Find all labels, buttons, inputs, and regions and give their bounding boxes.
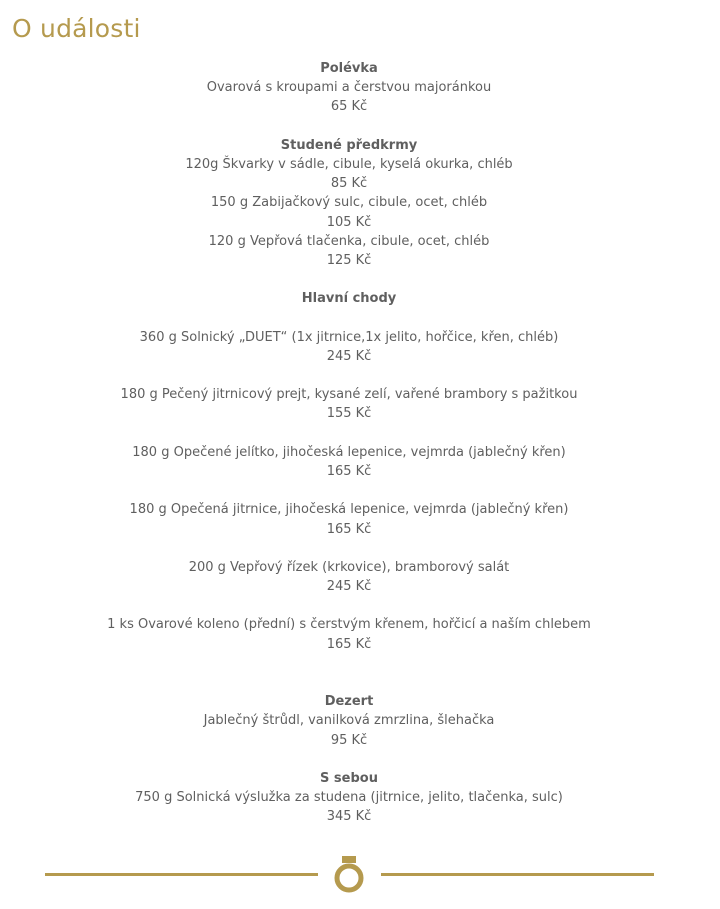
menu-item-price: 155 Kč [326, 406, 372, 422]
menu-item-price: 95 Kč [330, 732, 368, 748]
divider-line-right [381, 873, 654, 876]
event-menu [0, 59, 698, 827]
menu-item-price: 345 Kč [326, 809, 372, 825]
menu-item-price: 165 Kč [326, 463, 372, 479]
menu-item-name: 180 g Opečené jelítko, jihočeská lepenice, vejmrda (jablečný křen) [132, 444, 566, 460]
cold-starters-heading: Studené předkrmy [280, 137, 418, 153]
menu-item-price: 85 Kč [330, 176, 368, 192]
menu-item-name: 120g Škvarky v sádle, cibule, kyselá okurka, chléb [185, 156, 513, 172]
menu-item-price: 65 Kč [330, 99, 368, 115]
menu-item-price: 245 Kč [326, 348, 372, 364]
menu-item-name: 360 g Solnický „DUET“ (1x jitrnice,1x jelito, hořčice, křen, chléb) [139, 329, 559, 345]
menu-item-price: 245 Kč [326, 579, 372, 595]
menu-item-name: 150 g Zabijačkový sulc, cibule, ocet, chléb [210, 195, 488, 211]
menu-item-price: 165 Kč [326, 636, 372, 652]
main-courses-heading: Hlavní chody [301, 291, 397, 307]
menu-item-name: 200 g Vepřový řízek (krkovice), bramborový salát [188, 559, 510, 575]
footer-divider [0, 855, 720, 897]
menu-item-price: 105 Kč [326, 214, 372, 230]
menu-item-price: 165 Kč [326, 521, 372, 537]
page-title: O události [12, 14, 141, 43]
ring-ornament-icon [331, 855, 367, 895]
menu-item-price: 125 Kč [326, 252, 372, 268]
menu-item-name: 1 ks Ovarové koleno (přední) s čerstvým křenem, hořčicí a naším chlebem [107, 617, 591, 633]
takeaway-heading: S sebou [320, 770, 378, 786]
menu-item-name: Jablečný štrůdl, vanilková zmrzlina, šlehačka [203, 713, 495, 729]
menu-item-name: 180 g Pečený jitrnicový prejt, kysané zelí, vařené brambory s pažitkou [120, 387, 578, 403]
dessert-heading: Dezert [324, 694, 374, 710]
menu-item-name: 180 g Opečená jitrnice, jihočeská lepenice, vejmrda (jablečný křen) [129, 502, 569, 518]
menu-item-name: 120 g Vepřová tlačenka, cibule, ocet, chléb [208, 233, 490, 249]
soup-heading: Polévka [320, 61, 378, 76]
divider-line-left [45, 873, 318, 876]
menu-item-name: Ovarová s kroupami a čerstvou majoránkou [206, 80, 492, 96]
menu-item-name: 750 g Solnická výslužka za studena (jitrnice, jelito, tlačenka, sulc) [135, 790, 563, 806]
